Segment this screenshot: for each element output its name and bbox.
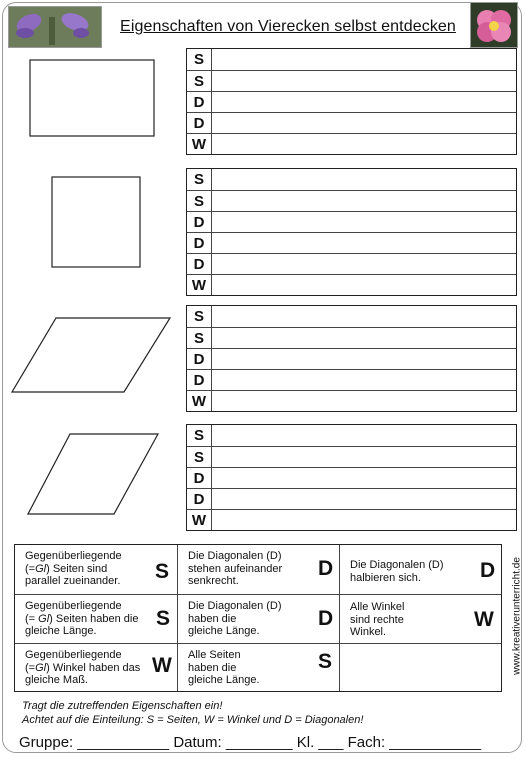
property-label: W bbox=[187, 391, 212, 411]
legend-cell bbox=[15, 644, 178, 691]
table-row bbox=[187, 327, 516, 348]
legend-letter: D bbox=[318, 557, 334, 580]
property-label: S bbox=[187, 169, 212, 190]
legend-text: Gegenüberliegende bbox=[25, 600, 122, 612]
answer-cell[interactable] bbox=[212, 113, 516, 133]
legend-text: Winkel. bbox=[350, 626, 387, 638]
table-row bbox=[187, 190, 516, 211]
property-label: D bbox=[187, 370, 212, 390]
legend-text: haben die bbox=[188, 612, 237, 625]
answer-cell[interactable] bbox=[212, 49, 516, 70]
answer-cell[interactable] bbox=[212, 92, 516, 112]
class-field[interactable]: Kl. ___ bbox=[296, 734, 344, 751]
property-label: D bbox=[187, 468, 212, 488]
legend-text: gleiche Länge. bbox=[188, 625, 260, 637]
legend-cell bbox=[340, 545, 501, 595]
table-row bbox=[187, 509, 516, 530]
table-row bbox=[187, 369, 516, 390]
property-label: D bbox=[187, 92, 212, 112]
table-row bbox=[187, 112, 516, 133]
table-row bbox=[187, 169, 516, 190]
page-title: Eigenschaften von Vierecken selbst entdecken bbox=[120, 18, 456, 35]
answer-cell[interactable] bbox=[212, 391, 516, 411]
legend-letter: W bbox=[152, 654, 172, 677]
legend-text: stehen aufeinander bbox=[188, 562, 283, 575]
legend-text: gleiche Maß. bbox=[25, 674, 88, 686]
legend-cell bbox=[178, 595, 340, 644]
rose-flower-image bbox=[470, 2, 518, 48]
legend-text: Die Diagonalen (D) bbox=[350, 559, 444, 571]
legend-text: ) Winkel haben das bbox=[46, 661, 141, 674]
property-label: S bbox=[187, 191, 212, 211]
property-label: D bbox=[187, 113, 212, 133]
rhombus-properties-table bbox=[186, 424, 517, 531]
legend-text: gleiche Länge. bbox=[25, 625, 97, 637]
table-row bbox=[187, 390, 516, 411]
legend-letter: D bbox=[318, 607, 334, 630]
legend-text: (= bbox=[25, 562, 36, 575]
answer-cell[interactable] bbox=[212, 349, 516, 369]
answer-cell[interactable] bbox=[212, 306, 516, 327]
legend-text: ) Seiten sind bbox=[46, 562, 108, 575]
legend-text-italic: Gl bbox=[38, 612, 50, 625]
legend-letter: W bbox=[474, 608, 494, 631]
table-row bbox=[187, 211, 516, 232]
legend-letter: S bbox=[155, 560, 170, 583]
subject-field[interactable]: Fach: ___________ bbox=[347, 734, 482, 751]
rhombus-shape bbox=[26, 432, 162, 516]
property-label: D bbox=[187, 489, 212, 509]
table-row bbox=[187, 446, 516, 467]
answer-cell[interactable] bbox=[212, 510, 516, 530]
instruction-line-1: Tragt die zutreffenden Eigenschaften ein! bbox=[22, 700, 223, 712]
lavender-flower-image bbox=[8, 6, 102, 48]
table-row bbox=[187, 133, 516, 154]
table-row bbox=[187, 425, 516, 446]
table-row bbox=[187, 70, 516, 91]
legend-letter: S bbox=[318, 650, 333, 673]
parallelogram-properties-table bbox=[186, 305, 517, 412]
property-label: S bbox=[187, 49, 212, 70]
property-label: S bbox=[187, 447, 212, 467]
legend-text: (= bbox=[25, 661, 36, 674]
legend-text-italic: Gl bbox=[35, 562, 47, 575]
legend-cell bbox=[15, 595, 178, 644]
legend-text: senkrecht. bbox=[188, 575, 239, 587]
rectangle-shape bbox=[28, 58, 158, 138]
legend-cell bbox=[15, 545, 178, 595]
rose-flower-illustration bbox=[471, 3, 517, 47]
property-label: W bbox=[187, 134, 212, 154]
answer-cell[interactable] bbox=[212, 370, 516, 390]
website-credit bbox=[506, 548, 526, 683]
square-shape bbox=[50, 175, 144, 269]
table-row bbox=[187, 274, 516, 295]
property-legend bbox=[14, 544, 502, 692]
square-properties-table bbox=[186, 168, 517, 296]
answer-cell[interactable] bbox=[212, 134, 516, 154]
legend-text: Alle Seiten bbox=[188, 649, 241, 661]
property-label: S bbox=[187, 306, 212, 327]
property-label: S bbox=[187, 425, 212, 446]
answer-cell[interactable] bbox=[212, 489, 516, 509]
legend-cell bbox=[178, 644, 340, 691]
property-label: D bbox=[187, 254, 212, 274]
legend-text: Die Diagonalen (D) bbox=[188, 600, 282, 612]
property-label: D bbox=[187, 233, 212, 253]
footer-fields bbox=[19, 734, 481, 751]
website-credit-text: www.kreativerunterricht.de bbox=[511, 556, 523, 675]
legend-cell-empty bbox=[340, 644, 501, 691]
table-row bbox=[187, 306, 516, 327]
legend-cell bbox=[178, 545, 340, 595]
property-label: S bbox=[187, 71, 212, 91]
legend-text-italic: Gl bbox=[35, 661, 47, 674]
legend-text: sind rechte bbox=[350, 613, 404, 626]
answer-cell[interactable] bbox=[212, 447, 516, 467]
answer-cell[interactable] bbox=[212, 212, 516, 232]
answer-cell[interactable] bbox=[212, 71, 516, 91]
parallelogram-shape bbox=[10, 316, 174, 394]
date-field[interactable]: Datum: ________ bbox=[173, 734, 293, 751]
table-row bbox=[187, 488, 516, 509]
property-label: S bbox=[187, 328, 212, 348]
answer-cell[interactable] bbox=[212, 425, 516, 446]
legend-letter: D bbox=[480, 559, 496, 582]
legend-text: halbieren sich. bbox=[350, 571, 421, 584]
property-label: D bbox=[187, 349, 212, 369]
legend-text: haben die bbox=[188, 661, 237, 674]
legend-text: ) Seiten haben die bbox=[49, 612, 139, 625]
lavender-flower-illustration bbox=[9, 7, 101, 47]
answer-cell[interactable] bbox=[212, 328, 516, 348]
legend-text: (= bbox=[25, 612, 39, 625]
legend-text: Gegenüberliegende bbox=[25, 649, 122, 661]
legend-letter: S bbox=[156, 607, 171, 630]
table-row bbox=[187, 91, 516, 112]
legend-text: parallel zueinander. bbox=[25, 575, 121, 587]
table-row bbox=[187, 49, 516, 70]
group-field[interactable]: Gruppe: ___________ bbox=[19, 734, 170, 751]
legend-text: gleiche Länge. bbox=[188, 674, 260, 686]
property-label: D bbox=[187, 212, 212, 232]
legend-text: Alle Winkel bbox=[350, 601, 405, 613]
answer-cell[interactable] bbox=[212, 169, 516, 190]
answer-cell[interactable] bbox=[212, 233, 516, 253]
property-label: W bbox=[187, 275, 212, 295]
property-label: W bbox=[187, 510, 212, 530]
answer-cell[interactable] bbox=[212, 254, 516, 274]
table-row bbox=[187, 467, 516, 488]
table-row bbox=[187, 348, 516, 369]
legend-cell bbox=[340, 595, 501, 644]
answer-cell[interactable] bbox=[212, 275, 516, 295]
legend-text: Gegenüberliegende bbox=[25, 550, 122, 562]
rectangle-properties-table bbox=[186, 48, 517, 155]
answer-cell[interactable] bbox=[212, 191, 516, 211]
answer-cell[interactable] bbox=[212, 468, 516, 488]
legend-text: Die Diagonalen (D) bbox=[188, 550, 282, 562]
table-row bbox=[187, 232, 516, 253]
instruction-line-2: Achtet auf die Einteilung: S = Seiten, W = Winkel und D = Diagonalen! bbox=[22, 714, 364, 726]
table-row bbox=[187, 253, 516, 274]
